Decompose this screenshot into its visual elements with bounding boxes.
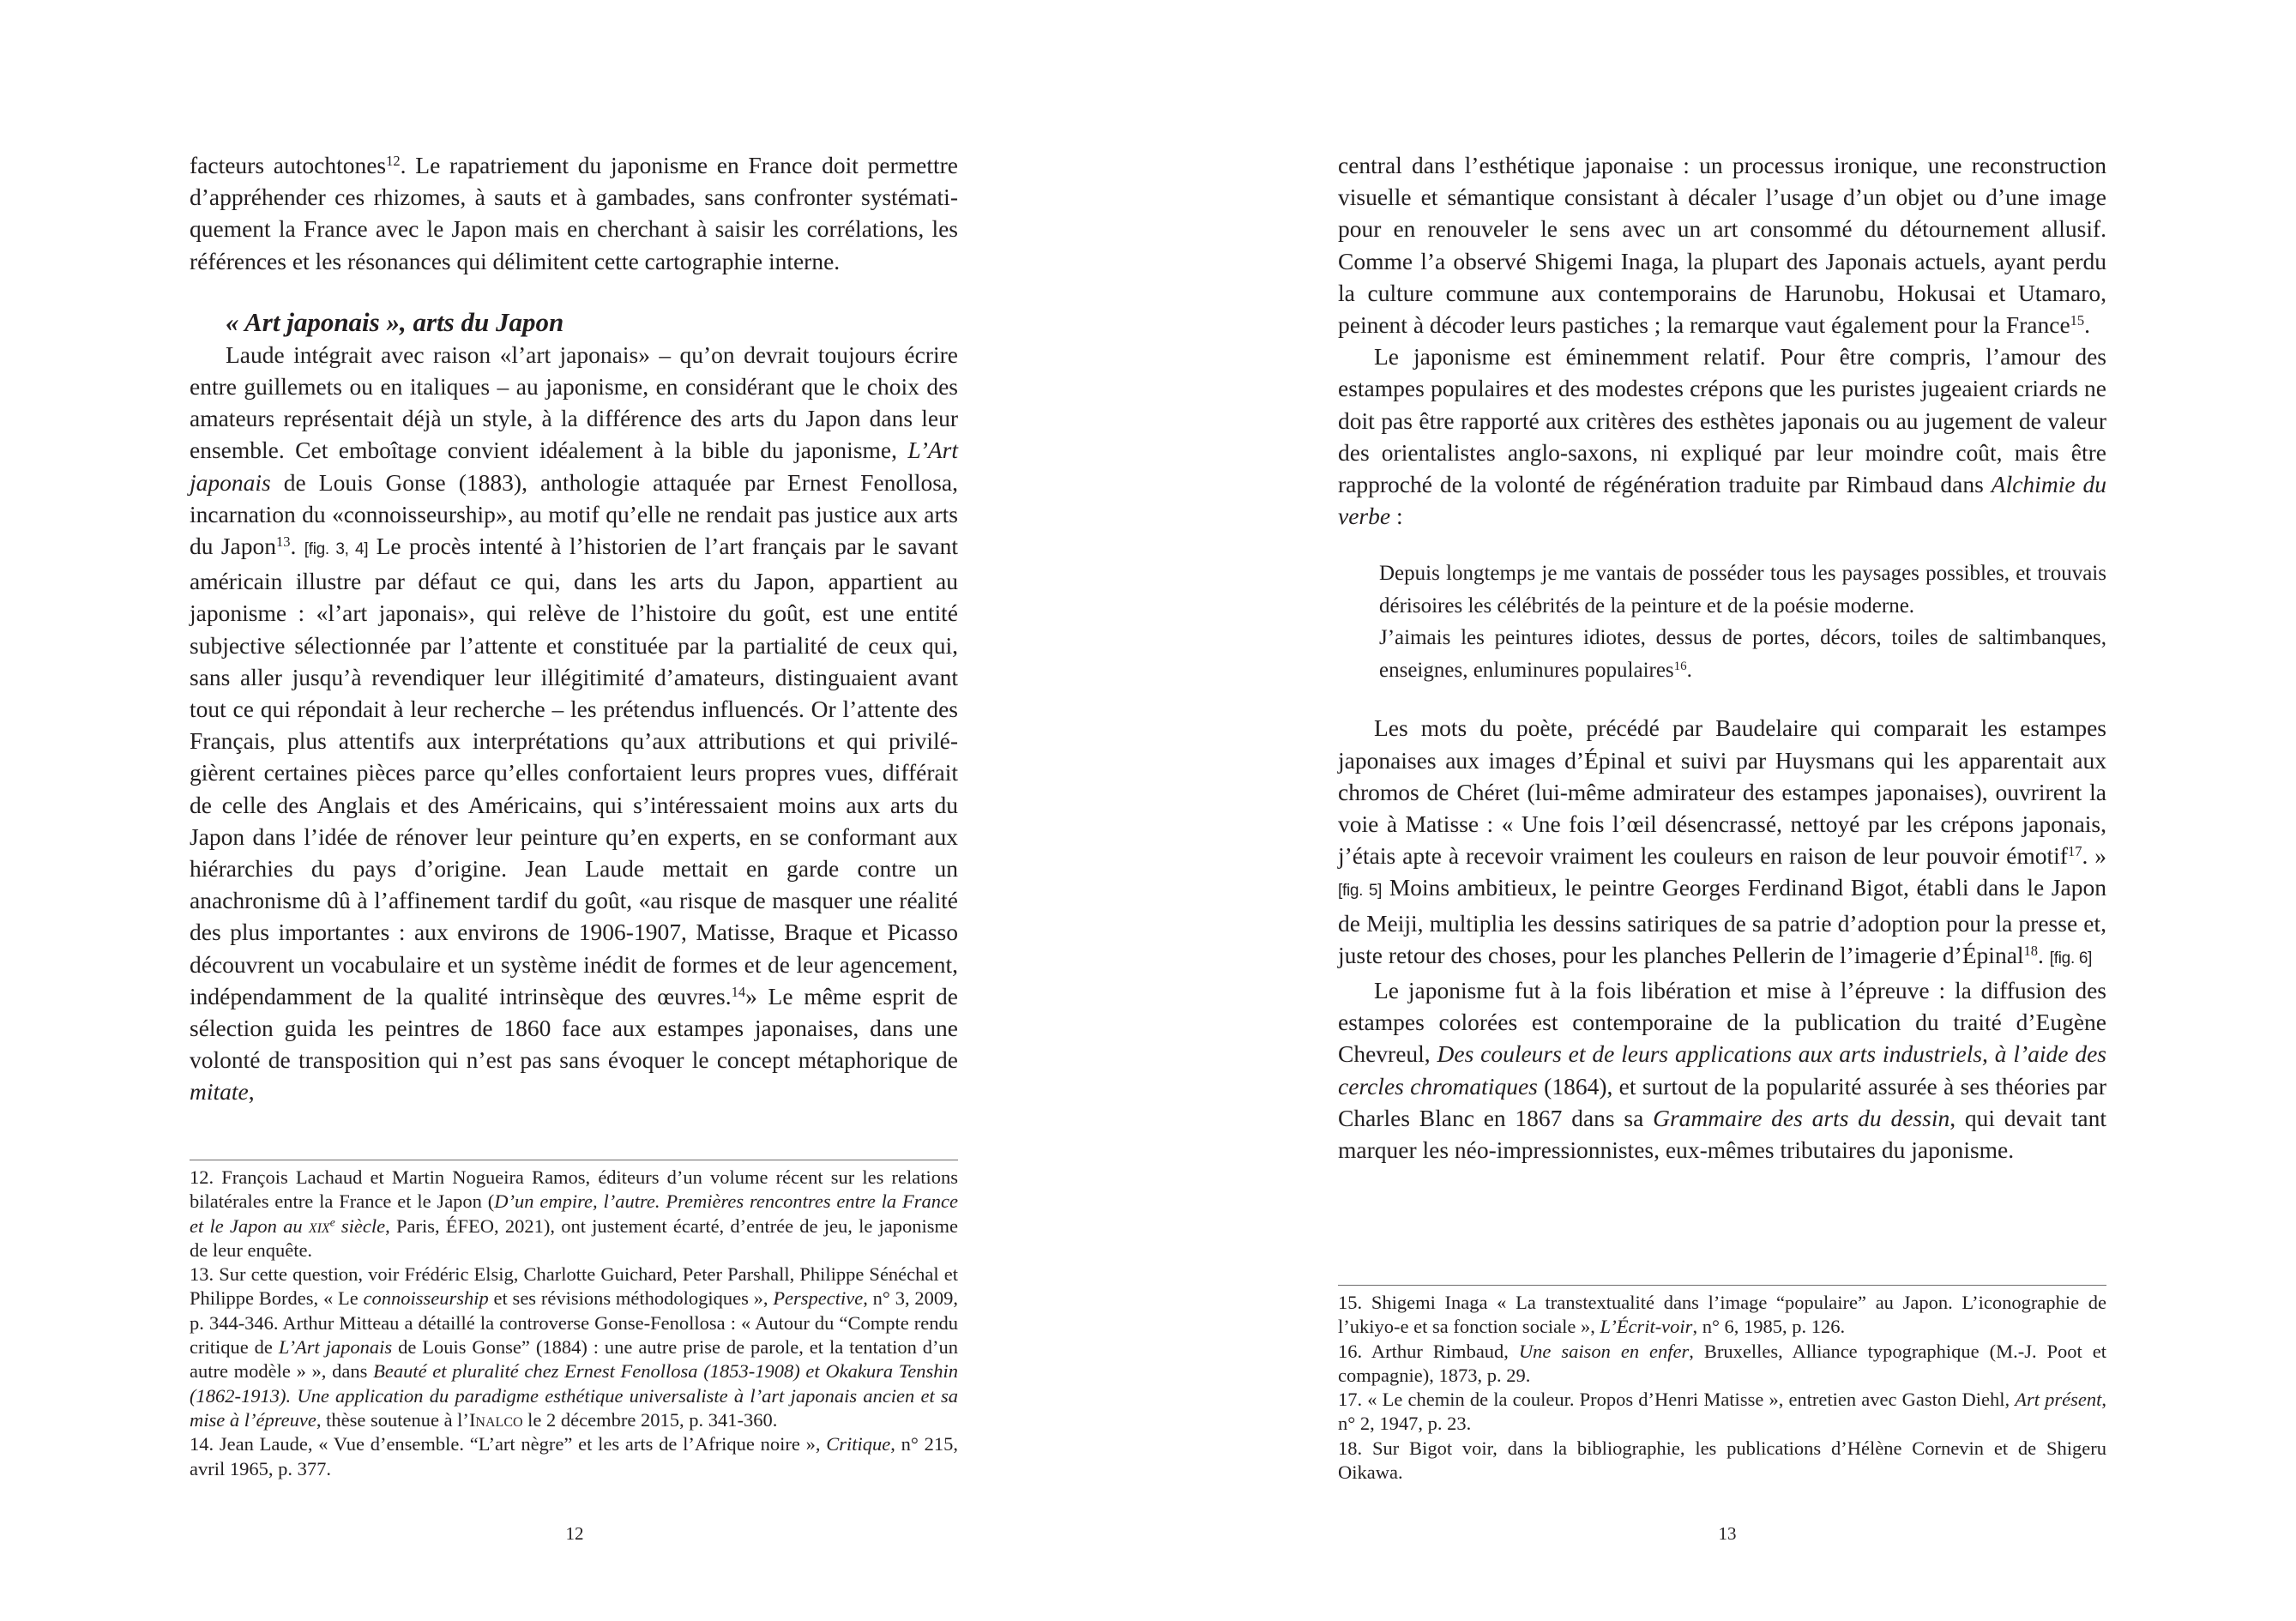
book-title: L’Art japonais (278, 1336, 393, 1359)
journal-title: L’Écrit-voir (1600, 1316, 1693, 1338)
text-run: 12. François Lachaud et Martin Nogueira Ramos, éditeurs d’un volume récent sur les relations bilatérales entre la France et le Japon ( (190, 1166, 958, 1213)
italic-term: connoisseurship (363, 1287, 489, 1310)
footnote-ref[interactable]: 17 (2067, 843, 2082, 860)
figure-reference[interactable]: [fig. 5] (1338, 882, 1383, 901)
text-run: : (1390, 503, 1403, 530)
text-run: , Bruxelles, Alliance typographique (M.-J. Poot et compagnie), 1873, p. 29. (1338, 1340, 2107, 1386)
quote-line (1379, 622, 2106, 686)
journal-title: Art présent (2015, 1389, 2102, 1411)
block-quote (1379, 557, 2106, 686)
text-run: , n° 6, 1985, p. 126. (1692, 1316, 1846, 1338)
text-run: de Louis Gonse” (1884) : une autre prise de parole, et la tentation d’un autre modèle » », dans (190, 1336, 958, 1383)
text-run: et ses révisions méthodologiques », (488, 1287, 774, 1310)
text-run: 16. Arthur Rimbaud, (1338, 1340, 1519, 1362)
century-numeral: xix (308, 1214, 330, 1237)
paragraph (1338, 149, 2106, 340)
text-run: facteurs autochtones (190, 152, 387, 178)
text-run: 14. Jean Laude, « Vue d’ensemble. “L’art nègre” et les arts de l’Afrique noire », (190, 1433, 827, 1455)
text-run: , n° 3, 2009, p. 344-346. Arthur Mitteau a détaillé la controverse Gonse-Fenollosa : « Autour du “Compte rendu critique de (190, 1287, 958, 1359)
thesis-title: Beauté et pluralité chez Ernest Fenollosa (1853-1908) et Okakura Tenshin (1862-1913). Une application du paradigme esthétique universaliste à l’art japonais ancien et sa mise à l’épreuve (190, 1360, 958, 1431)
left-footnotes (190, 1160, 958, 1481)
quote-line: Depuis longtemps je me vantais de posséder tous les paysages possibles, et trouvais dérisoires les célébrités de la peinture et de la poésie moderne. (1379, 562, 2106, 618)
journal-title: Critique (826, 1433, 891, 1455)
text-run: , n° 2, 1947, p. 23. (1338, 1389, 2106, 1435)
century-suffix: e (329, 1215, 335, 1229)
right-body-text (1338, 149, 2106, 1166)
italic-term: mitate (190, 1078, 249, 1106)
right-page (1148, 0, 2296, 1621)
text-run: 17. « Le chemin de la couleur. Propos d’Henri Matisse », entretien avec Gaston Diehl, (1338, 1389, 2016, 1411)
text-run: (1864), et surtout de la popularité assurée à ses théories par Charles Blanc en 1867 dans sa (1338, 1072, 2106, 1131)
footnote-15 (1338, 1291, 2106, 1340)
institution-name: Inalco (468, 1408, 523, 1431)
footnote-ref[interactable]: 16 (1673, 659, 1687, 673)
text-run: . (290, 533, 304, 560)
text-run: Les mots du poète, précédé par Baudelaire qui comparait les estampes japonaises aux images d’Épinal et suivi par Huysmans qui les apparentait aux chromos de Chéret (lui-même admirateur des estampes japonaises), ouvrirent la voie à Matisse : « Une fois l’œil désencrassé, nettoyé par les crépons japonais, j’étais apte à recevoir vraiment les couleurs en raison de leur pouvoir émotif (1338, 714, 2106, 870)
footnote-17 (1338, 1388, 2106, 1437)
book-title: Grammaire des arts du dessin (1653, 1104, 1950, 1131)
book-title: siècle (334, 1214, 386, 1237)
text-run: 15. Shigemi Inaga « La transtextualité dans l’image “populaire” au Japon. L’iconographie de l’ukiyo-e et sa fonction sociale », (1338, 1292, 2106, 1338)
book-title: L’Art japonais (190, 437, 958, 496)
paragraph (190, 339, 958, 1108)
book-title: Une saison en enfer (1518, 1340, 1690, 1362)
footnote-13 (190, 1262, 958, 1432)
text-run: , qui devait tant marquer les néo-impressionnistes, eux-mêmes tributaires du japonisme. (1338, 1104, 2106, 1164)
journal-title: Perspective (773, 1287, 864, 1310)
text-run: . (2038, 941, 2050, 968)
book-title: Des couleurs et de leurs applications aux arts industriels, à l’aide des cercles chromatiques (1338, 1040, 2106, 1100)
page-number: 13 (1718, 1523, 1737, 1544)
text-run: J’aimais les peintures idiotes, dessus de portes, décors, toiles de saltimbanques, enseignes, enluminures populaires (1379, 626, 2106, 682)
paragraph (1338, 712, 2106, 974)
footnote-ref[interactable]: 15 (2070, 311, 2085, 328)
footnote-12 (190, 1166, 958, 1262)
text-run: de Louis Gonse (1883), anthologie attaquée par Ernest Fenollosa, incarnation du «connoisseurship», au motif qu’elle ne rendait pas justice aux arts du Japon (190, 468, 958, 560)
footnote-ref[interactable]: 12 (386, 152, 401, 169)
text-run: Le japonisme fut à la fois libération et mise à l’épreuve : la diffusion des estampes colorées est contemporaine de la publication du traité d’Eugène Chevreul, (1338, 977, 2106, 1068)
poem-title: Alchimie du verbe (1338, 471, 2107, 530)
figure-reference[interactable]: [fig. 6] (2049, 949, 2093, 967)
text-run: Le procès intenté à l’historien de l’art français par le savant américain illustre par défaut ce qui, dans les arts du Japon, appartient au japonisme : «l’art japonais», qui relève de l’histoire du goût, est une entité subjective sélectionnée par l’attente et constituée par la partialité de ceux qui, sans aller jusqu’à revendiquer leur illégitimité d’amateurs, distinguaient avant tout ce qui répondait à leur recherche – les prétendus influencés. Or l’attente des Français, plus attentifs aux interprétations qu’aux attributions et qui privilégièrent certaines pièces parce qu’elles confortaient leurs propres vues, différait de celle des Anglais et des Américains, qui s’intéressaient moins aux arts du Japon dans l’idée de rénover leur peinture qu’en experts, en se conformant aux hiérarchies du pays d’origine. Jean Laude mettait en garde contre un anachronisme dû à l’affinement tardif du goût, «au risque de masquer une réalité des plus importantes : aux environs de 1906-1907, Matisse, Braque et Picasso découvrent un vocabulaire et un système inédit de formes et de leur agencement, indépendamment de la qualité intrinsèque des œuvres. (190, 533, 958, 1009)
footnote-18 (1338, 1437, 2106, 1485)
text-run: central dans l’esthétique japonaise : un processus ironique, une reconstruction visuelle et sémantique consistant à décaler l’usage d’un objet ou d’une image pour en renouveler le sens avec un art consommé du détournement allusif. Comme l’a observé Shigemi Inaga, la plupart des Japonais actuels, ayant perdu la culture commune aux contemporains de Harunobu, Hokusai et Utamaro, peinent à décoder leurs pastiches ; la remarque vaut également pour la France (1338, 152, 2106, 339)
text-run: . » (2082, 842, 2106, 870)
text-run: Laude intégrait avec raison «l’art japonais» – qu’on devrait toujours écrire entre guillemets ou en italiques – au japonisme, en considérant que le choix des amateurs représentait déjà un style, à la différence des arts du Japon dans leur ensemble. Cet emboîtage convient idéalement à la bible du japonisme, (190, 340, 958, 464)
text-run: Le japonisme est éminemment relatif. Pour être compris, l’amour des estampes populaires et des modestes crépons que les puristes jugeaient criards ne doit pas être rapporté aux critères des esthètes japonais ou au jugement de valeur des orientalistes anglo-saxons, ni expliqué par leur moindre coût, mais être rapproché de la volonté de régénération traduite par Rimbaud dans (1338, 343, 2106, 498)
footnote-rule (1338, 1285, 2106, 1286)
right-footnotes (1338, 1285, 2106, 1485)
text-run: . (1686, 658, 1692, 682)
page-number: 12 (565, 1523, 584, 1544)
book-title: D’un empire, l’autre. Premières rencontres entre la France et le Japon au (190, 1190, 958, 1237)
text-run: . (2084, 311, 2091, 339)
footnote-ref[interactable]: 14 (731, 983, 746, 1000)
text-run: Moins ambitieux, le peintre Georges Ferdinand Bigot, établi dans le Japon de Meiji, multiplia les dessins satiriques de sa patrie d’adoption pour la presse et, juste retour des choses, pour les planches Pellerin de l’imagerie d’Épinal (1338, 874, 2106, 968)
figure-reference[interactable]: [fig. 3, 4] (304, 540, 369, 559)
left-body-text (190, 149, 958, 1108)
footnote-14 (190, 1432, 958, 1481)
paragraph (190, 149, 958, 277)
footnote-ref[interactable]: 18 (2023, 942, 2039, 959)
paragraph (1338, 974, 2106, 1166)
footnote-ref[interactable]: 13 (276, 533, 291, 550)
section-heading: « Art japonais », arts du Japon (226, 306, 564, 337)
text-run: 18. Sur Bigot voir, dans la bibliographie, les publications d’Hélène Cornevin et de Shigeru Oikawa. (1338, 1437, 2106, 1484)
footnote-16 (1338, 1340, 2106, 1389)
text-run: , n° 215, avril 1965, p. 377. (190, 1433, 958, 1479)
text-run: . Le rapatriement du japonisme en France doit permettre d’appréhender ces rhizomes, à sauts et à gambades, sans confronter systématiquement la France avec le Japon mais en cherchant à saisir les corrélations, les références et les résonances qui délimitent cette cartographie interne. (190, 152, 958, 274)
text-run: 13. Sur cette question, voir Frédéric Elsig, Charlotte Guichard, Peter Parshall, Philippe Sénéchal et Philippe Bordes, « Le (190, 1263, 958, 1310)
paragraph (1338, 340, 2106, 532)
text-run: le 2 décembre 2015, p. 341-360. (522, 1408, 778, 1431)
text-run: , Paris, ÉFEO, 2021), ont justement écarté, d’entrée de jeu, le japonisme de leur enquête. (190, 1214, 959, 1261)
text-run: » Le même esprit de sélection guida les peintres de 1860 face aux estampes japonaises, dans une volonté de transposition qui n’est pas sans évoquer le concept métaphorique de (190, 982, 959, 1074)
text-run: , (248, 1078, 255, 1106)
text-run: , thèse soutenue à l’ (316, 1408, 469, 1431)
